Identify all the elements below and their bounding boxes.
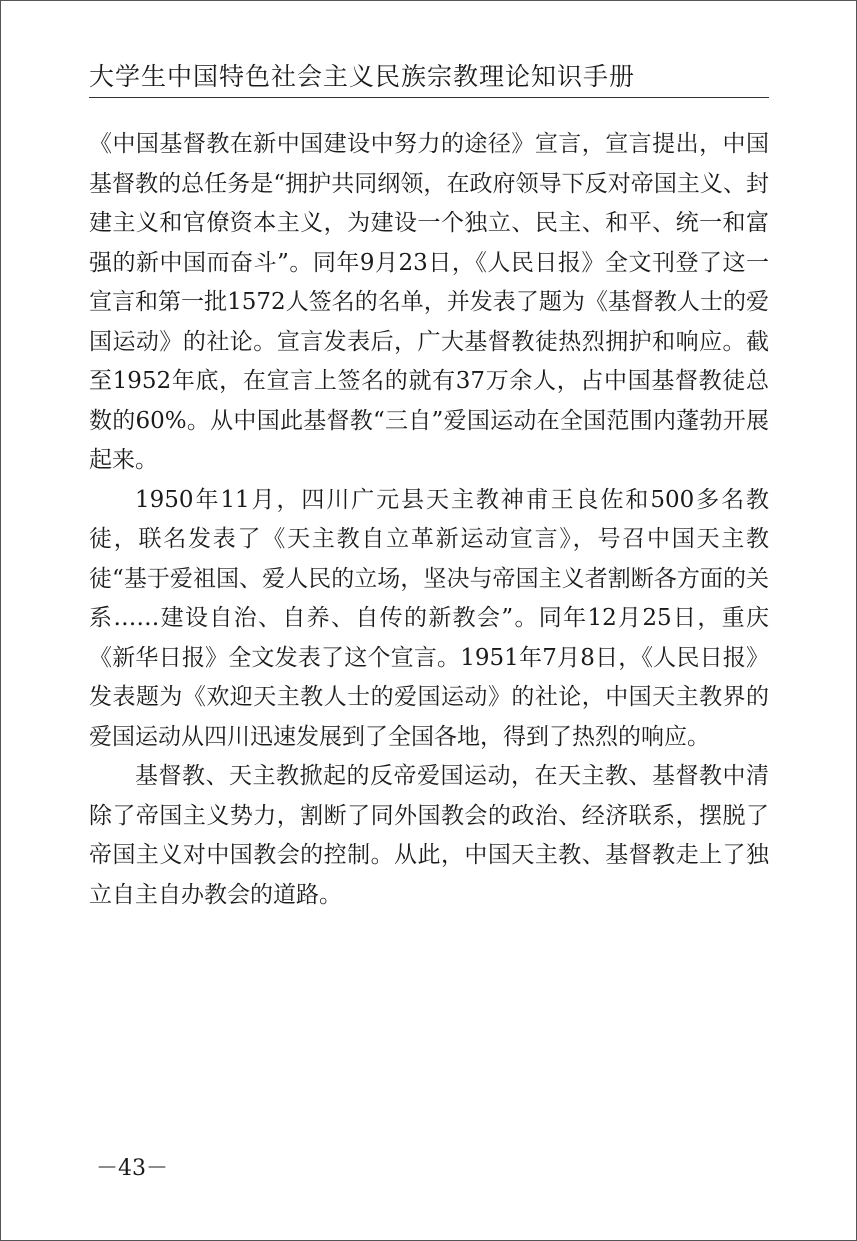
running-header-title: 大学生中国特色社会主义民族宗教理论知识手册 xyxy=(89,62,636,91)
header-divider xyxy=(89,97,769,98)
paragraph-3: 基督教、天主教掀起的反帝爱国运动，在天主教、基督教中清除了帝国主义势力，割断了同外国教会的政治、经济联系，摆脱了帝国主义对中国教会的控制。从此，中国天主教、基督教走上了独立自主自办教会的道路。 xyxy=(89,763,769,908)
page-number: －43－ xyxy=(96,1156,168,1181)
paragraph-1: 《中国基督教在新中国建设中努力的途径》宣言，宣言提出，中国基督教的总任务是“拥护共同纲领，在政府领导下反对帝国主义、封建主义和官僚资本主义，为建设一个独立、民主、和平、统一和富强的新中国而奋斗”。同年9月23日，《人民日报》全文刊登了这一宣言和第一批1572人签名的名单，并发表了题为《基督教人士的爱国运动》的社论。宣言发表后，广大基督教徒热烈拥护和响应。截至1952年底，在宣言上签名的就有37万余人，占中国基督教徒总数的60%。从中国此基督教“三自”爱国运动在全国范围内蓬勃开展起来。 xyxy=(89,131,769,473)
paragraph-2: 1950年11月，四川广元县天主教神甫王良佐和500多名教徒，联名发表了《天主教自立革新运动宣言》，号召中国天主教徒“基于爱祖国、爱人民的立场，坚决与帝国主义者割断各方面的关系……建设自治、自养、自传的新教会”。同年12月25日，重庆《新华日报》全文发表了这个宣言。1951年7月8日，《人民日报》发表题为《欢迎天主教人士的爱国运动》的社论，中国天主教界的爱国运动从四川迅速发展到了全国各地，得到了热烈的响应。 xyxy=(89,486,769,750)
body-text xyxy=(89,125,769,915)
